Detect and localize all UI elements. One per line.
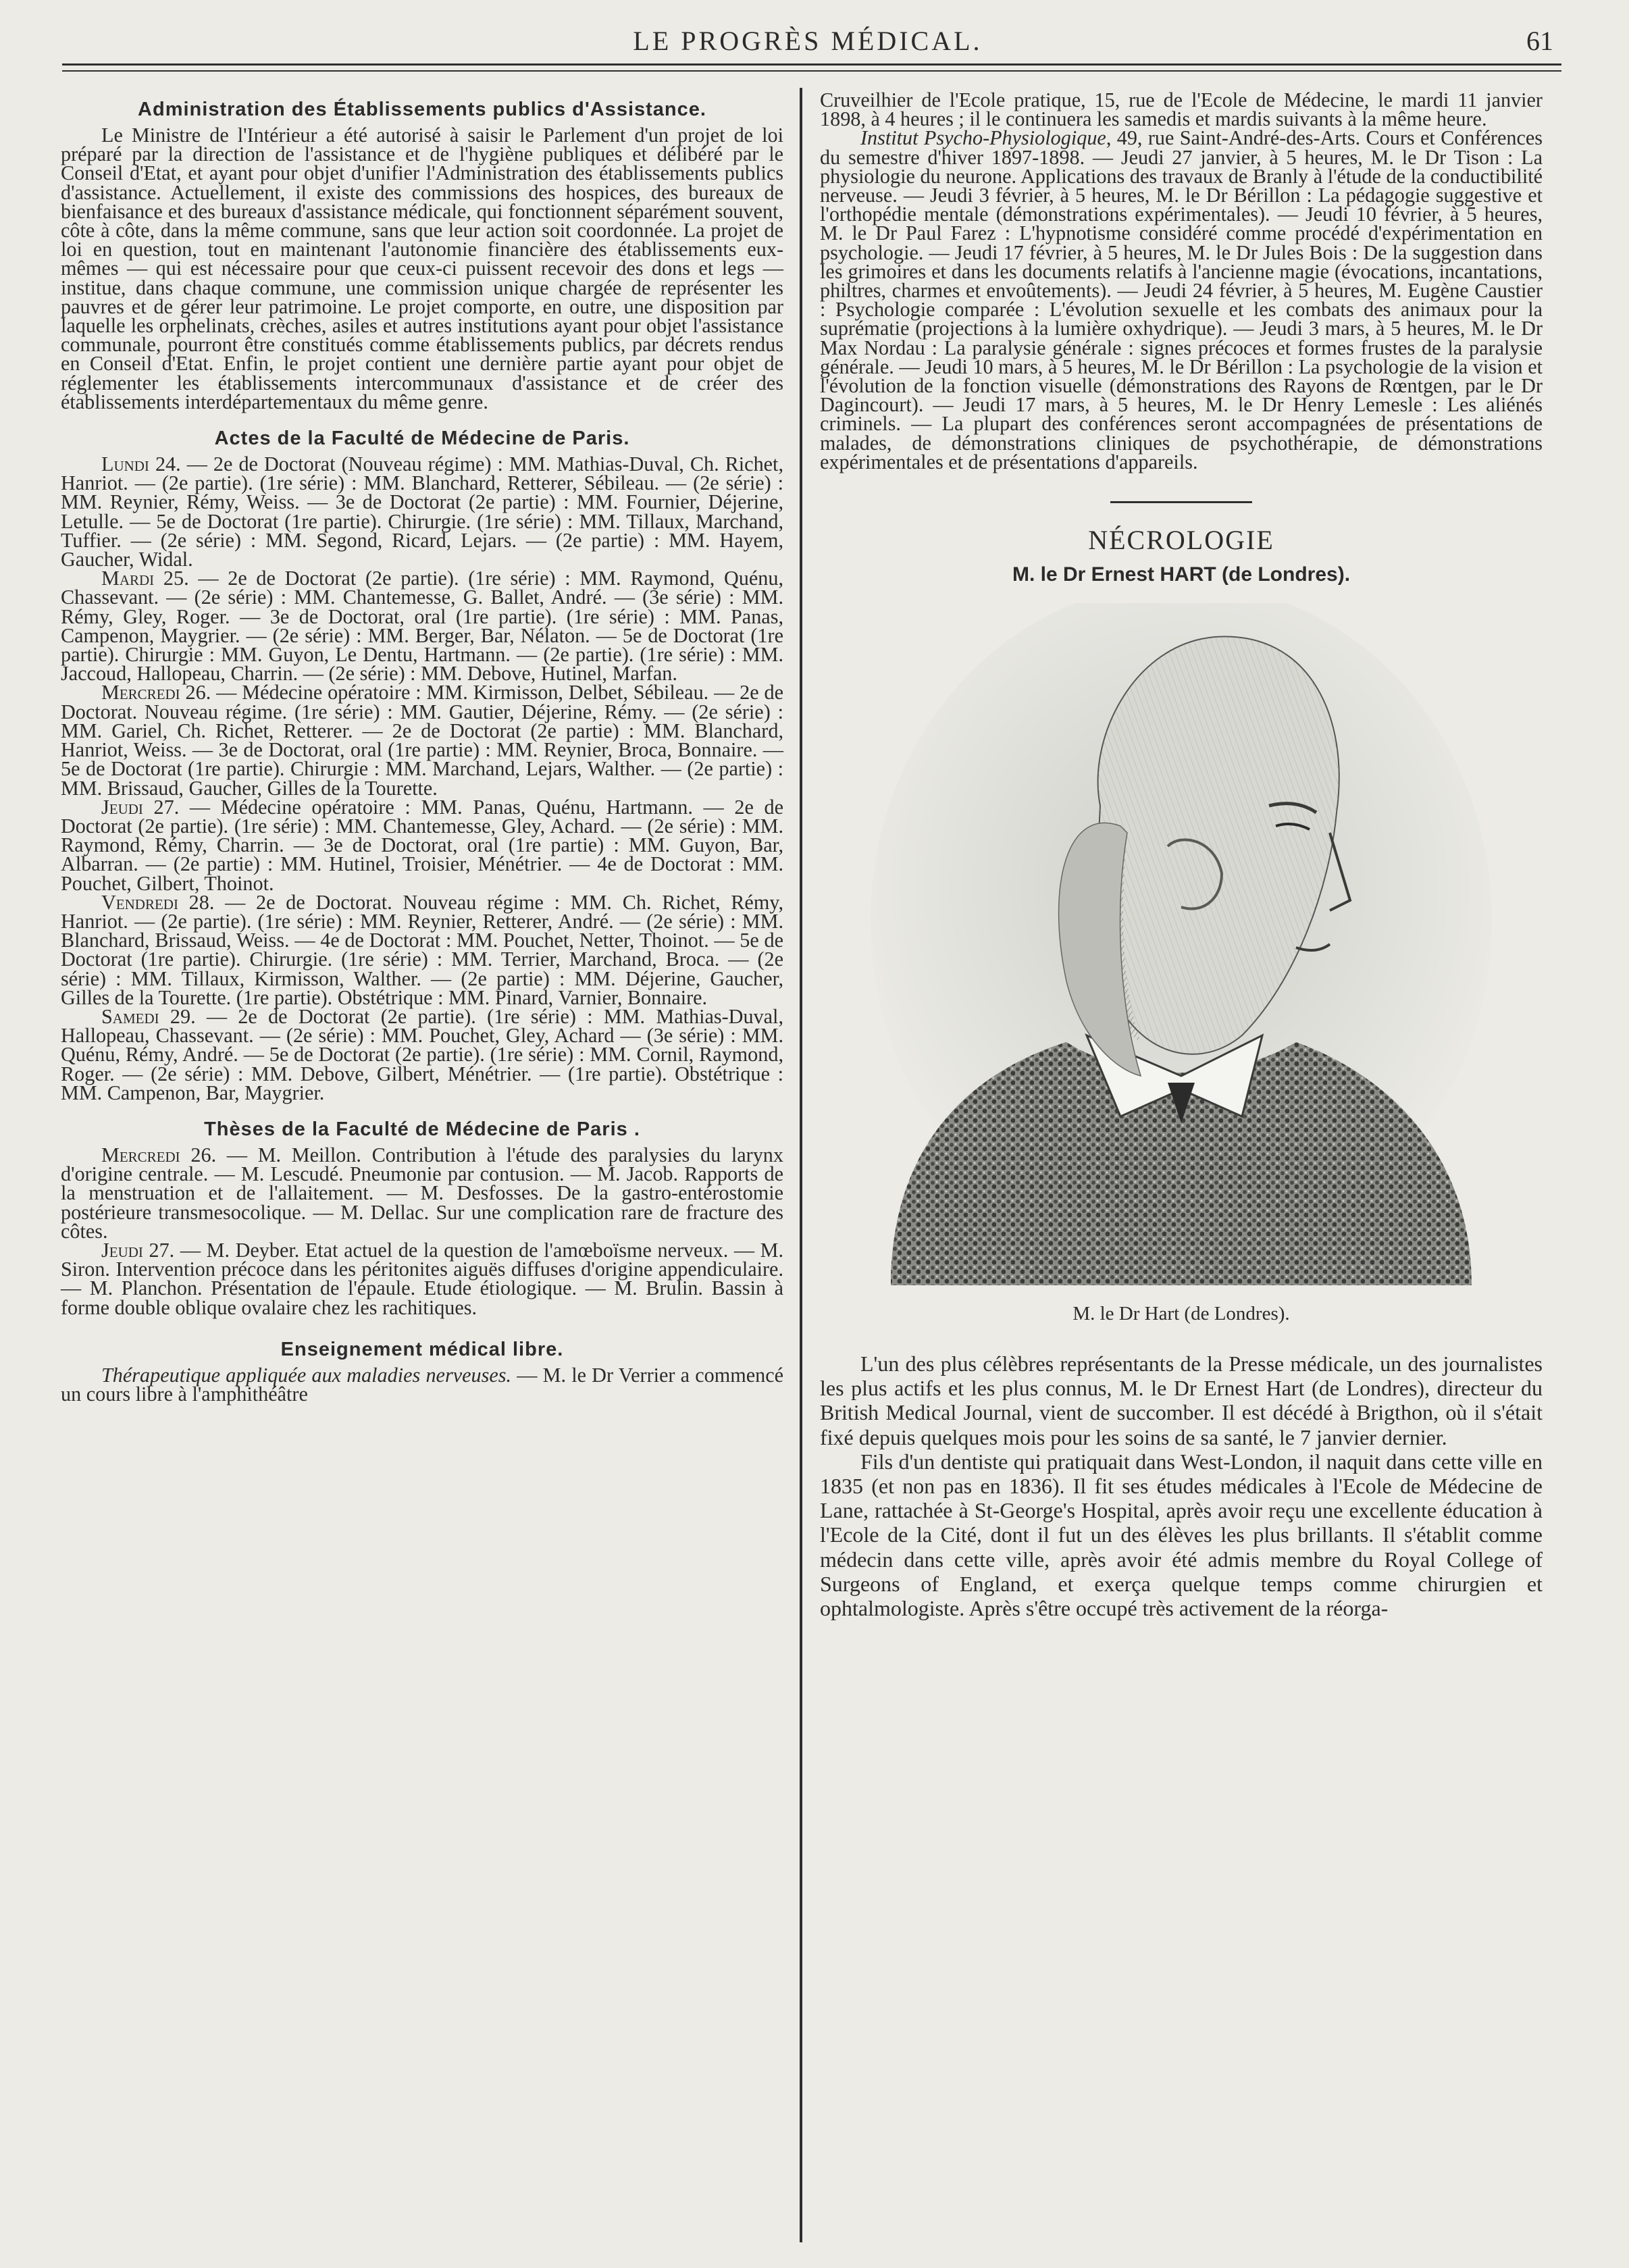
actes-day: Mercredi (101, 681, 180, 704)
admin-paragraph: Le Ministre de l'Intérieur a été autorisé à saisir le Parlement d'un projet de loi préparé par la direction de l'assistance et de l'hygiène publiques et délibéré par le Conseil d'Etat, et ayant pour objet d'unifier l'Administration des établissements publics d'assistance. Actuellement, il existe des commissions des hospices, des bureaux de bienfaisance et des bureaux d'assistance médicale, qui fonctionnent séparément souvent, côte à côte, dans la même commune, sans que leur action soit coordonnée. La projet de loi en question, tout en maintenant l'autonomie financière des établissements eux-mêmes — qui est nécessaire pour que ceux-ci puissent recevoir des dons et legs — institue, dans chaque commune, une commission unique chargée de représenter les pauvres et de gérer leur patrimoine. Le projet comporte, en outre, une disposition par laquelle les orphelinats, crèches, asiles et autres institutions ayant pour objet l'assistance communale, pourront être constitués comme établissements publics, par décrets rendus en Conseil d'Etat. Enfin, le projet contient une dernière partie ayant pour objet de réglementer les établissements intercommunaux d'assistance et de créer des établissements interdépartementaux du même genre. (61, 124, 783, 413)
theses-text: 26. — M. Meillon. Contribution à l'étude des paralysies du larynx d'origine centrale. — M. Lescudé. Pneumonie par contusion. — M. Jacob. Rapports de la menstruation et de l'allaitement. — M. Desfosses. De la gastro-entérostomie postérieure transmesocolique. — M. Dellac. Sur une complication rare de fracture des côtes. (61, 1143, 783, 1243)
actes-day: Vendredi (101, 890, 178, 914)
actes-text: 25. — 2e de Doctorat (2e partie). (1re série) : MM. Raymond, Quénu, Chassevant. — (2e série) : MM. Chantemesse, G. Ballet, André. — (3e série) : MM. Rémy, Gley, Roger. — 3e de Doctorat, oral (1re partie). (1re série) : MM. Panas, Campenon, Maygrier. — (2e série) : MM. Berger, Bar, Nélaton. — 5e de Doctorat (1re partie). Chirurgie : MM. Guyon, Le Dentu, Hartmann. — (2e partie). (1re série) : MM. Jaccoud, Hallopeau, Charrin. — (2e série) : MM. Debove, Hutinel, Marfan. (61, 567, 783, 686)
column-divider (800, 88, 802, 2242)
journal-title: LE PROGRÈS MÉDICAL. (633, 26, 983, 56)
actes-day: Jeudi (101, 795, 143, 819)
theses-heading: Thèses de la Faculté de Médecine de Paris . (204, 1118, 640, 1140)
actes-text: 27. — Médecine opératoire : MM. Panas, Quénu, Hartmann. — 2e de Doctorat (2e partie). (1re série) : MM. Chantemesse, Gley, Achard. — (2e série) : MM. Raymond, Rémy, Charrin. — 3e de Doctorat, oral (1re partie) : MM. Guyon, Bar, Albarran. — (2e partie) : MM. Hutinel, Troisier, Ménétrier. — 4e de Doctorat : MM. Pouchet, Gilbert, Thoinot. (61, 795, 783, 895)
enseignement-topic: Thérapeutique appliquée aux maladies nerveuses. (101, 1363, 512, 1387)
section-separator (1110, 501, 1252, 503)
actes-day: Mardi (101, 567, 155, 590)
actes-entry (61, 681, 783, 800)
admin-heading: Administration des Établissements publics d'Assistance. (138, 99, 706, 120)
obituary-body (820, 1351, 1543, 1620)
enseignement-text: — M. le Dr Verrier a commencé un cours libre à l'amphithéâtre (61, 1363, 783, 1406)
portrait-icon (864, 603, 1499, 1285)
actes-entry (61, 455, 783, 569)
masthead (62, 24, 1553, 58)
actes-entry (61, 567, 783, 686)
actes-text: 28. — 2e de Doctorat. Nouveau régime : MM. Ch. Richet, Rémy, Hanriot. — (2e partie). (1re série) : MM. Reynier, Retterer, André. — (2e série) : MM. Blanchard, Brissaud, Weiss. — 4e de Doctorat : MM. Pouchet, Netter, Thoinot. — 5e de Doctorat (1re partie). Chirurgie. (1re série) : MM. Terrier, Marchand, Broca. — (2e série) : MM. Tillaux, Kirmisson, Walther. — (2e partie) : MM. Déjerine, Gaucher, Gilles de la Tourette. (1re partie). Obstétrique : MM. Pinard, Varnier, Bonnaire. (61, 890, 783, 1009)
necrologie-subtitle: M. le Dr Ernest HART (de Londres). (1012, 563, 1351, 586)
obituary-paragraph: L'un des plus célèbres représentants de la Presse médicale, un des journalistes les plus actifs et les plus connus, M. le Dr Ernest Hart (de Londres), directeur du British Medical Journal, vient de succomber. Il est décédé à Brigthon, où il s'était fixé depuis quelques mois pour les soins de sa santé, le 7 janvier dernier. (820, 1351, 1543, 1449)
obituary-paragraph: Fils d'un dentiste qui pratiquait dans West-London, il naquit dans cette ville en 1835 (et non pas en 1836). Il fit ses études médicales à l'Ecole de Médecine de Lane, rattachée à St-George's Hospital, après avoir reçu une excellente éducation à l'Ecole de la Cité, dont il fut un des élèves les plus brillants. Il s'établit comme médecin dans cette ville, après avoir été admis membre du Royal College of Surgeons of England, et exerça quelque temps comme chirurgien et ophtalmologiste. Après s'être occupé très activement de la réorga- (820, 1449, 1543, 1621)
right-column (820, 88, 1543, 1621)
portrait-caption: M. le Dr Hart (de Londres). (1072, 1303, 1290, 1325)
header-rule-top (62, 63, 1561, 66)
theses-day: Mercredi (101, 1143, 180, 1166)
left-column (61, 91, 783, 1406)
actes-entry (61, 890, 783, 1009)
actes-text: 29. — 2e de Doctorat (2e partie). (1re série) : MM. Mathias-Duval, Hallopeau, Chassevant. — (2e série) : MM. Pouchet, Gley, Achard — (3e série) : MM. Quénu, Rémy, André. — 5e de Doctorat (2e partie). (1re série) : MM. Cornil, Raymond, Roger. — (2e série) : MM. Debove, Gilbert, Ménétrier. — (1re partie). Obstétrique : MM. Campenon, Bar, Maygrier. (61, 1004, 783, 1104)
institut-paragraph (820, 128, 1543, 471)
actes-entry (61, 795, 783, 895)
actes-text: 24. — 2e de Doctorat (Nouveau régime) : MM. Mathias-Duval, Ch. Richet, Hanriot. — (2e partie). (1re série) : MM. Blanchard, Retterer, Sébileau. — (2e série) : MM. Reynier, Rémy, Weiss. — 3e de Doctorat (2e partie) : MM. Fournier, Déjerine, Letulle. — 5e de Doctorat (1re partie). Chirurgie. (1re série) : MM. Tillaux, Marchand, Tuffier. — (2e série) : MM. Segond, Ricard, Lejars. — (2e partie) : MM. Hayem, Gaucher, Widal. (61, 453, 783, 571)
actes-text: 26. — Médecine opératoire : MM. Kirmisson, Delbet, Sébileau. — 2e de Doctorat. Nouveau régime. (1re série) : MM. Gautier, Déjerine, Rémy. — (2e série) : MM. Gariel, Ch. Richet, Retterer. — 2e de Doctorat (2e partie) : MM. Blanchard, Hanriot, Weiss. — 3e de Doctorat, oral (1re partie) : MM. Reynier, Broca, Bonnaire. — 5e de Doctorat (1re partie). Chirurgie : MM. Marchand, Lejars, Walther. — (2e partie) : MM. Brissaud, Gaucher, Gilles de la Tourette. (61, 681, 783, 800)
actes-heading: Actes de la Faculté de Médecine de Paris. (214, 428, 630, 450)
theses-day: Jeudi (101, 1238, 143, 1262)
actes-day: Lundi (101, 453, 149, 476)
theses-entry (61, 1238, 783, 1319)
enseignement-paragraph (61, 1363, 783, 1406)
theses-text: 27. — M. Deyber. Etat actuel de la question de l'amœboïsme nerveux. — M. Siron. Intervention précoce dans les péritonites aiguës diffuses d'origine appendiculaire. — M. Planchon. Présentation de l'épaule. Etude étiologique. — M. Brulin. Bassin à forme double oblique ovalaire chez les rachitiques. (61, 1238, 783, 1319)
institut-name: Institut Psycho-Physiologique (860, 126, 1106, 150)
institut-text: , 49, rue Saint-André-des-Arts. Cours et Conférences du semestre d'hiver 1897-1898. — Jeudi 27 janvier, à 5 heures, M. le Dr Tison : La physiologie du neurone. Applications des travaux de Branly à l'étude de la conductibilité nerveuse. — Jeudi 3 février, à 5 heures, M. le Dr Bérillon : La pédagogie suggestive et l'orthopédie mentale (démonstrations expérimentales). — Jeudi 10 février, à 5 heures, M. le Dr Paul Farez : L'hypnotisme considéré comme procédé d'expérimentation en psychologie. — Jeudi 17 février, à 5 heures, M. le Dr Jules Bois : De la suggestion dans les grimoires et dans les documents relatifs à l'ancienne magie (évocations, incantations, philtres, charmes et envoûtements). — Jeudi 24 février, à 5 heures, M. Eugène Caustier : Psychologie comparée : L'évolution sexuelle et les combats des animaux pour la suprématie (projections à la lumière oxhydrique). — Jeudi 3 mars, à 5 heures, M. le Dr Max Nordau : La paralysie générale : signes précoces et formes frustes de la paralysie générale. — Jeudi 10 mars, à 5 heures, M. le Dr Bérillon : La psychologie de la vision et l'évolution de la fonction visuelle (démonstrations des Rayons de Rœntgen, par le Dr Dagincourt). — Jeudi 17 mars, à 5 heures, M. le Dr Henry Lemesle : Les aliénés criminels. — La plupart des conférences seront accompagnées de présentations de malades, de démonstrations cliniques de psychothérapie, de démonstrations expérimentales et de présentations d'appareils. (820, 126, 1543, 473)
actes-day: Samedi (101, 1004, 159, 1028)
necrologie-heading: NÉCROLOGIE (1088, 525, 1274, 556)
page-number: 61 (1526, 26, 1553, 56)
continuation-paragraph: Cruveilhier de l'Ecole pratique, 15, rue de l'Ecole de Médecine, le mardi 11 janvier 1898, à 4 heures ; il le continuera les samedis et mardis suivants à la même heure. (820, 88, 1543, 131)
enseignement-heading: Enseignement médical libre. (280, 1338, 564, 1360)
header-rule-bottom (62, 70, 1561, 72)
theses-entry (61, 1145, 783, 1241)
actes-entry (61, 1004, 783, 1104)
